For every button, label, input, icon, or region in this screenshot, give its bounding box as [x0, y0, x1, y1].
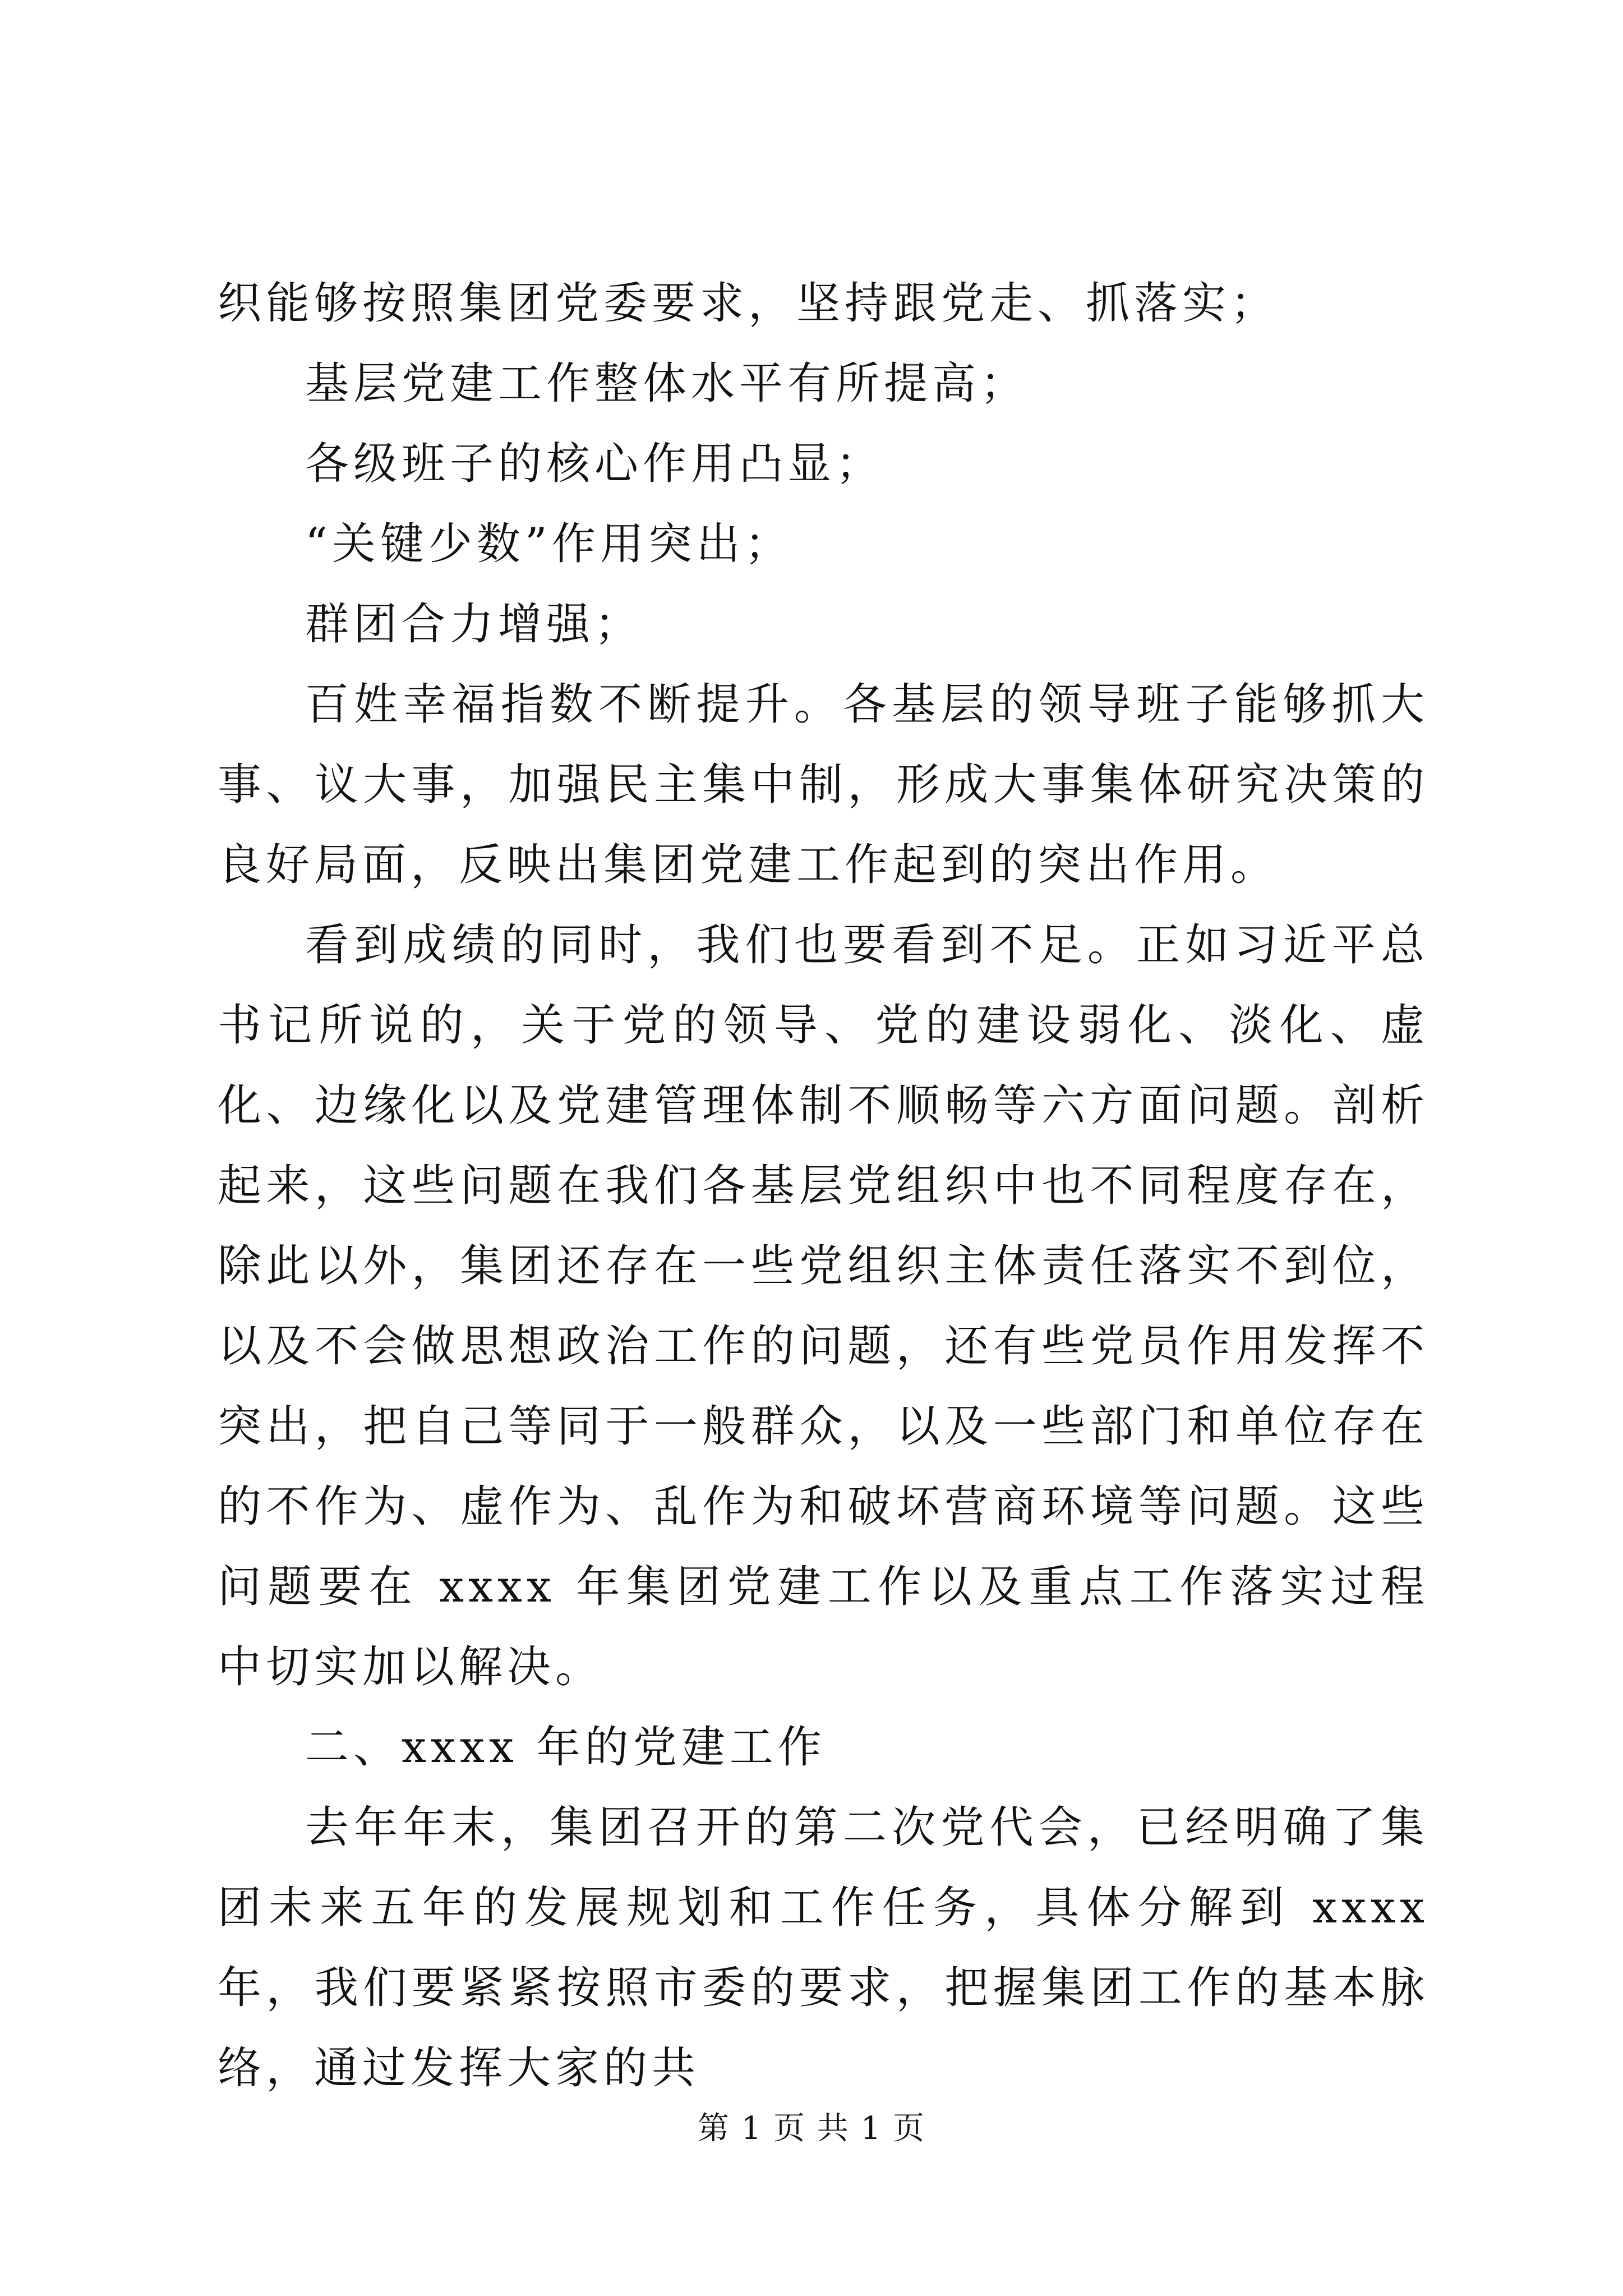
paragraph-continuation: 织能够按照集团党委要求，坚持跟党走、抓落实； — [218, 278, 1279, 329]
paragraph-mass-groups: 群团合力增强； — [305, 599, 643, 650]
paragraph-party-building-level: 基层党建工作整体水平有所提高； — [305, 358, 1029, 409]
paragraph-key-minority: “关键少数”作用突出； — [305, 519, 793, 569]
paragraph-shortcomings: 看到成绩的同时，我们也要看到不足。正如习近平总书记所说的，关于党的领导、党的建设弱化、淡化、虚化、边缘化以及党建管理体制不顺畅等六方面问题。剖析起来，这些问题在我们各基层党组织中也不同程度存在，除此以外，集团还存在一些党组织主体责任落实不到位，以及不会做思想政治工作的问题，还有些党员作用发挥不突出，把自己等同于一般群众，以及一些部门和单位存在的不作为、虚作为、乱作为和破坏营商环境等问题。这些问题要在 xxxx 年集团党建工作以及重点工作落实过程中切实加以解决。 — [218, 920, 1429, 1692]
page-footer: 第 1 页 共 1 页 — [697, 2110, 926, 2147]
paragraph-core-role: 各级班子的核心作用凸显； — [305, 439, 884, 489]
paragraph-happiness-index: 百姓幸福指数不断提升。各基层的领导班子能够抓大事、议大事，加强民主集中制，形成大事集体研究决策的良好局面，反映出集团党建工作起到的突出作用。 — [218, 679, 1429, 890]
document-body — [218, 264, 1429, 2109]
paragraph-congress: 去年年末，集团召开的第二次党代会，已经明确了集团未来五年的发展规划和工作任务，具体分解到 xxxx 年，我们要紧紧按照市委的要求，把握集团工作的基本脉络，通过发挥大家的共 — [218, 1802, 1429, 2093]
section-heading: 二、xxxx 年的党建工作 — [305, 1722, 826, 1773]
